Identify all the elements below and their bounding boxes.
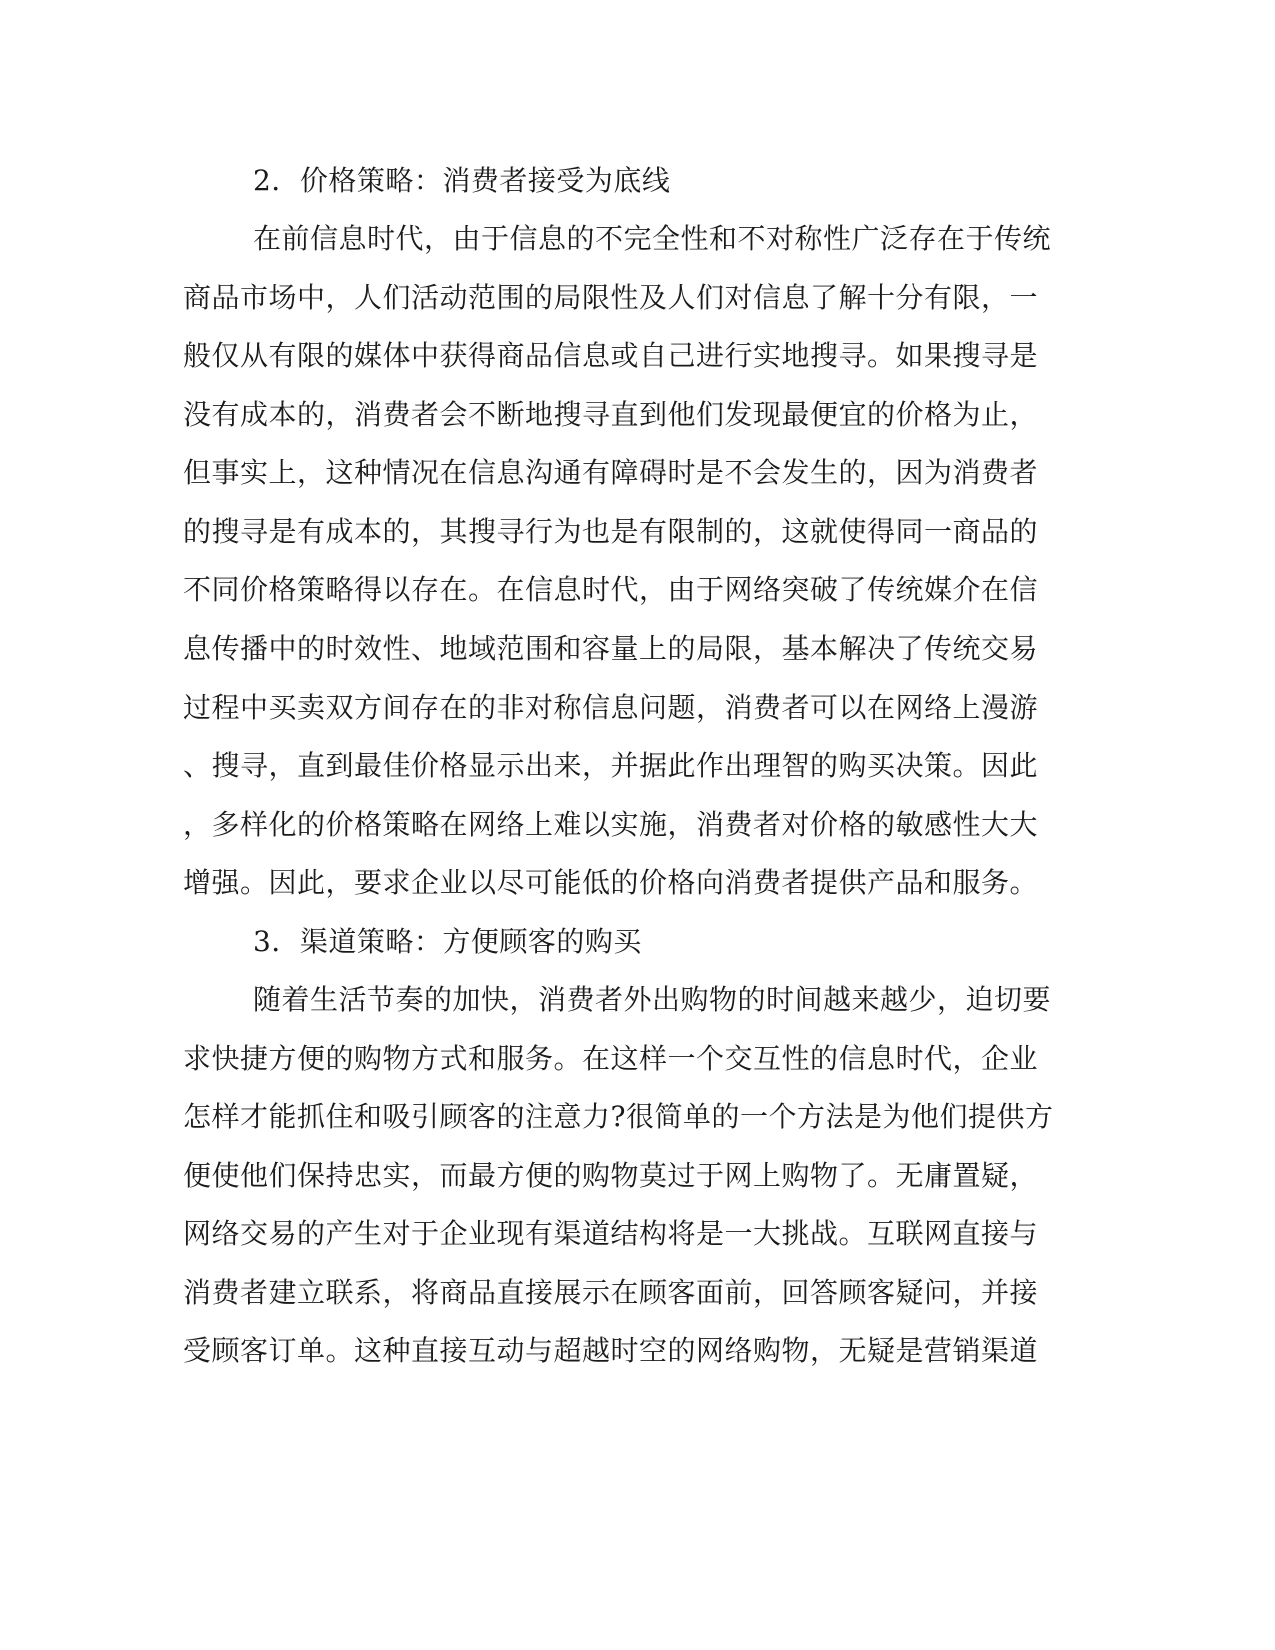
paragraph-line: 不同价格策略得以存在。在信息时代，由于网络突破了传统媒介在信 [183,573,1039,606]
paragraph-line: 便使他们保持忠实，而最方便的购物莫过于网上购物了。无庸置疑， [183,1159,1039,1192]
paragraph-line: 般仅从有限的媒体中获得商品信息或自己进行实地搜寻。如果搜寻是 [183,339,1039,372]
paragraph-line: 消费者建立联系，将商品直接展示在顾客面前，回答顾客疑问，并接 [183,1276,1039,1309]
paragraph-line: 随着生活节奏的加快，消费者外出购物的时间越来越少，迫切要 [253,983,1052,1016]
paragraph-line: 商品市场中，人们活动范围的局限性及人们对信息了解十分有限，一 [183,281,1039,314]
paragraph-line: 的搜寻是有成本的，其搜寻行为也是有限制的，这就使得同一商品的 [183,515,1039,548]
paragraph-line: 息传播中的时效性、地域范围和容量上的局限，基本解决了传统交易 [183,632,1039,665]
paragraph-line: 怎样才能抓住和吸引顾客的注意力?很简单的一个方法是为他们提供方 [183,1100,1054,1133]
paragraph-line: 在前信息时代，由于信息的不完全性和不对称性广泛存在于传统 [253,222,1052,255]
paragraph-line: 网络交易的产生对于企业现有渠道结构将是一大挑战。互联网直接与 [183,1217,1039,1250]
section-heading-pricing: 2．价格策略：消费者接受为底线 [253,164,671,197]
paragraph-line: 增强。因此，要求企业以尽可能低的价格向消费者提供产品和服务。 [183,866,1039,899]
section-heading-channel: 3．渠道策略：方便顾客的购买 [253,925,642,958]
paragraph-line: 但事实上，这种情况在信息沟通有障碍时是不会发生的，因为消费者 [183,456,1039,489]
paragraph-line: 没有成本的，消费者会不断地搜寻直到他们发现最便宜的价格为止， [183,398,1039,431]
paragraph-line: 求快捷方便的购物方式和服务。在这样一个交互性的信息时代，企业 [183,1042,1039,1075]
paragraph-line: 、搜寻，直到最佳价格显示出来，并据此作出理智的购买决策。因此 [183,749,1039,782]
paragraph-line: 过程中买卖双方间存在的非对称信息问题，消费者可以在网络上漫游 [183,691,1039,724]
paragraph-line: ，多样化的价格策略在网络上难以实施，消费者对价格的敏感性大大 [183,808,1039,841]
paragraph-line: 受顾客订单。这种直接互动与超越时空的网络购物，无疑是营销渠道 [183,1334,1039,1367]
